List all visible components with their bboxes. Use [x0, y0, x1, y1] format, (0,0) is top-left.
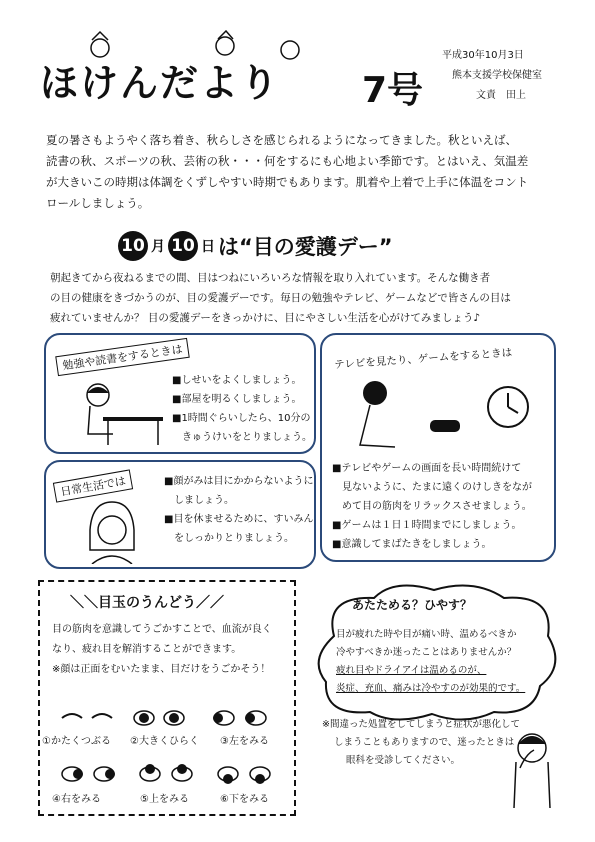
list-item: ■テレビやゲームの画面を長い時間続けて — [332, 463, 522, 474]
warm-cool-line: 疲れ目やドライアイは温めるのが、 — [336, 665, 487, 676]
eye-drawings-row-2 — [52, 754, 282, 790]
list-item: めて目の筋肉をリラックスさせましょう。 — [342, 501, 532, 512]
intro-line: ロールしましょう。 — [46, 196, 150, 210]
intro-line: が大きいこの時期は体調をくずしやすい時期でもあります。肌着や上着で上手に体温をコント — [46, 175, 529, 189]
note-line: ※間違った処置をしてしまうと症状が悪化して — [322, 719, 520, 730]
author: 文責 田上 — [476, 90, 526, 101]
eyes-wide-icon — [134, 711, 184, 725]
list-item: ■ゲームは１日１時間までにしましょう。 — [332, 520, 522, 531]
eye-label: ②大きくひらく — [130, 736, 199, 747]
eye-exercise-text — [52, 620, 272, 680]
eye-day-line: の目の健康をきづかうのが、目の愛護デーです。毎日の勉強やテレビ、ゲームなどで皆さんの目は — [50, 292, 511, 304]
daily-life-box-heading: 日常生活では — [53, 469, 133, 502]
intro-line: 読書の秋、スポーツの秋、芸術の秋・・・何をするにも心地よい季節です。とはいえ、気温差 — [46, 154, 529, 168]
eyes-look-up-icon — [140, 764, 192, 781]
eye-label: ⑥下をみる — [220, 794, 269, 805]
eye-day-heading — [118, 228, 393, 264]
eye-day-title: は“目の愛護デー” — [218, 235, 393, 259]
intro-line: 夏の暑さもようやく落ち着き、秋らしさを感じられるようになってきました。秋といえば、 — [46, 133, 518, 147]
warm-cool-line: 目が疲れた時や目が痛い時、温めるべきか — [336, 629, 517, 640]
list-item: ■部屋を明るくしましょう。 — [172, 394, 302, 405]
eye-drawings-row-1 — [52, 696, 282, 732]
issue-number: 7号 — [362, 70, 424, 111]
page-title: ほけんだより — [40, 61, 281, 105]
study-box-list — [172, 371, 312, 447]
exercise-line: 目の筋肉を意識してうごかすことで、血流が良く — [52, 624, 272, 635]
eyes-look-right-icon — [62, 767, 115, 781]
eyes-look-down-icon — [218, 767, 270, 784]
warm-cool-text — [336, 626, 525, 698]
eye-day-paragraph — [50, 268, 560, 328]
eyes-look-left-icon — [213, 711, 266, 725]
school-name: 熊本支援学校保健室 — [452, 70, 542, 81]
eyes-closed-icon — [62, 714, 112, 718]
list-item: ■しせいをよくしましょう。 — [172, 375, 302, 386]
warm-cool-line: 炎症、充血、痛みは冷やすのが効果的です。 — [336, 683, 526, 694]
issue-date: 平成30年10月3日 — [442, 50, 524, 61]
girl-illustration — [72, 500, 152, 564]
gaming-child-illustration — [340, 375, 540, 459]
day-unit: 日 — [201, 239, 215, 255]
title-logo — [40, 30, 360, 110]
list-item: ■1時間ぐらいしたら、10分の — [172, 413, 311, 424]
tv-game-box-heading: テレビを見たり、ゲームをするときは — [333, 346, 513, 372]
warm-cool-line: 冷やすべきか迷ったことはありませんか？ — [336, 647, 517, 658]
eye-label: ①かたくつぶる — [42, 736, 111, 747]
girl-rubbing-eyes-illustration — [506, 728, 560, 808]
eye-label: ③左をみる — [220, 736, 269, 747]
daily-life-box — [44, 460, 316, 569]
intro-paragraph — [46, 130, 556, 214]
note-line: しまうこともありますので、迷ったときは — [334, 737, 515, 748]
warm-cool-note — [322, 716, 520, 770]
day-number: 10 — [168, 231, 198, 261]
eye-exercise-heading: ＼＼目玉のうんどう／／ — [70, 595, 224, 611]
list-item: きゅうけいをとりましょう。 — [182, 432, 312, 443]
tv-game-box — [320, 333, 556, 562]
tv-game-box-list — [332, 459, 532, 554]
note-line: 眼科を受診してください。 — [346, 755, 461, 766]
eye-exercise-box — [38, 580, 296, 816]
study-box-heading: 勉強や読書をするときは — [55, 338, 189, 376]
list-item: しましょう。 — [174, 495, 234, 506]
study-box — [44, 333, 316, 454]
eye-day-line: 朝起きてから夜ねるまでの間、目はつねにいろいろな情報を取り入れています。そんな働き者 — [50, 272, 491, 284]
eye-day-line: 疲れていませんか？ 目の愛護デーをきっかけに、目にやさしい生活を心がけてみましょう♪ — [50, 312, 481, 324]
daily-life-box-list — [164, 472, 313, 548]
month-unit: 月 — [151, 239, 165, 255]
list-item: 見ないように、たまに遠くのけしきをなが — [342, 482, 532, 493]
eye-label: ④右をみる — [52, 794, 101, 805]
list-item: ■顔がみは目にかからないように — [164, 476, 314, 487]
list-item: をしっかりとりましょう。 — [174, 533, 294, 544]
exercise-line: ※顔は正面をむいたまま、目だけをうごかそう！ — [52, 664, 271, 675]
eye-label: ⑤上をみる — [140, 794, 189, 805]
warm-cool-heading: あたためる？ひやす？ — [352, 598, 473, 612]
list-item: ■意識してまばたきをしましょう。 — [332, 539, 492, 550]
student-desk-illustration — [58, 379, 168, 445]
exercise-line: なり、疲れ目を解消することができます。 — [52, 644, 242, 655]
list-item: ■目を休ませるために、すいみん — [164, 514, 314, 525]
month-number: 10 — [118, 231, 148, 261]
